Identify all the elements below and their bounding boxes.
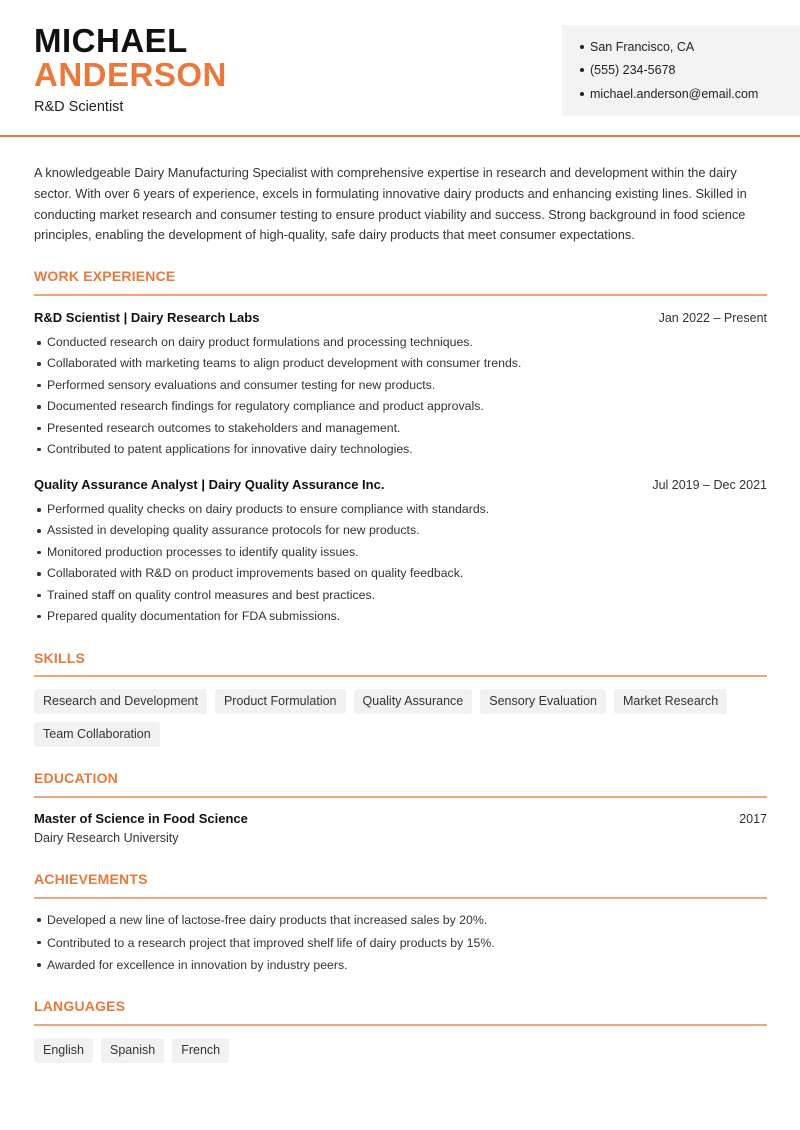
bullet-icon xyxy=(37,508,41,512)
bullet-icon xyxy=(37,594,41,598)
resume-header xyxy=(0,0,800,137)
list-item xyxy=(34,585,767,606)
achievements-heading: ACHIEVEMENTS xyxy=(34,871,148,887)
bullet-text: Performed quality checks on dairy products to ensure compliance with standards. xyxy=(47,502,490,516)
section-divider xyxy=(34,796,767,798)
skills-list xyxy=(34,689,767,747)
bullet-text: Assisted in developing quality assurance protocols for new products. xyxy=(47,523,420,538)
skill-chip: Quality Assurance xyxy=(354,689,473,714)
contact-location xyxy=(580,40,694,54)
first-name: MICHAEL xyxy=(34,22,188,59)
list-item xyxy=(34,332,767,353)
section-divider xyxy=(34,897,767,899)
list-item xyxy=(34,606,767,627)
job-dates: Jul 2019 – Dec 2021 xyxy=(652,478,767,492)
degree-title: Master of Science in Food Science xyxy=(34,811,248,826)
bullet-icon xyxy=(37,341,41,345)
bullet-icon xyxy=(37,405,41,409)
achievements-list xyxy=(34,909,767,977)
bullet-icon xyxy=(37,529,41,533)
job-entry-header xyxy=(34,477,767,492)
bullet-text: Documented research findings for regulatory compliance and product approvals. xyxy=(47,399,484,414)
list-item xyxy=(34,396,767,417)
bullet-text: Developed a new line of lactose-free dairy products that increased sales by 20%. xyxy=(47,913,488,927)
bullet-icon xyxy=(580,68,584,72)
bullet-icon xyxy=(37,615,41,619)
school-name: Dairy Research University xyxy=(34,831,179,845)
bullet-icon xyxy=(37,448,41,452)
contact-phone xyxy=(580,63,675,77)
work-experience-heading: WORK EXPERIENCE xyxy=(34,268,176,284)
bullet-icon xyxy=(37,384,41,388)
bullet-text: Collaborated with marketing teams to align product development with consumer trends. xyxy=(47,356,522,371)
bullet-icon xyxy=(37,572,41,576)
language-chip: Spanish xyxy=(101,1038,164,1063)
skills-heading: SKILLS xyxy=(34,650,85,666)
bullet-text: Trained staff on quality control measures and best practices. xyxy=(47,587,376,602)
section-divider xyxy=(34,675,767,677)
bullet-text: Contributed to a research project that improved shelf life of dairy products by 15%. xyxy=(47,935,495,950)
section-divider xyxy=(34,1024,767,1026)
bullet-text: Conducted research on dairy product formulations and processing techniques. xyxy=(47,335,473,349)
skill-chip: Market Research xyxy=(614,689,727,714)
bullet-text: Presented research outcomes to stakeholders and management. xyxy=(47,420,401,435)
phone-text: (555) 234-5678 xyxy=(590,63,676,77)
list-item xyxy=(34,954,767,977)
bullet-icon xyxy=(37,551,41,555)
list-item xyxy=(34,563,767,584)
language-chip: French xyxy=(172,1038,229,1063)
bullet-text: Performed sensory evaluations and consumer testing for new products. xyxy=(47,377,436,392)
graduation-year: 2017 xyxy=(739,812,767,826)
bullet-text: Collaborated with R&D on product improvements based on quality feedback. xyxy=(47,566,464,581)
skill-chip: Product Formulation xyxy=(215,689,346,714)
bullet-icon xyxy=(580,92,584,96)
skill-chip: Team Collaboration xyxy=(34,722,160,747)
list-item xyxy=(34,909,767,932)
languages-list xyxy=(34,1038,767,1063)
education-entry-header xyxy=(34,811,767,826)
skill-chip: Sensory Evaluation xyxy=(480,689,606,714)
list-item xyxy=(34,499,767,520)
bullet-text: Awarded for excellence in innovation by industry peers. xyxy=(47,958,348,972)
language-chip: English xyxy=(34,1038,93,1063)
bullet-text: Contributed to patent applications for innovative dairy technologies. xyxy=(47,441,413,456)
bullet-icon xyxy=(37,918,41,922)
job-bullets xyxy=(34,499,767,627)
bullet-icon xyxy=(37,963,41,967)
bullet-icon xyxy=(37,941,41,945)
email-text[interactable]: michael.anderson@email.com xyxy=(590,87,759,101)
bullet-text: Prepared quality documentation for FDA submissions. xyxy=(47,608,341,623)
list-item xyxy=(34,353,767,374)
section-divider xyxy=(34,294,767,296)
job-role: R&D Scientist | Dairy Research Labs xyxy=(34,310,260,325)
education-heading: EDUCATION xyxy=(34,770,118,786)
last-name: ANDERSON xyxy=(34,56,227,93)
job-dates: Jan 2022 – Present xyxy=(658,311,767,325)
list-item xyxy=(34,439,767,460)
bullet-icon xyxy=(37,362,41,366)
list-item xyxy=(34,932,767,955)
bullet-icon xyxy=(37,427,41,431)
list-item xyxy=(34,375,767,396)
languages-heading: LANGUAGES xyxy=(34,998,126,1014)
contact-box xyxy=(562,25,800,116)
bullet-icon xyxy=(580,45,584,49)
list-item xyxy=(34,418,767,439)
location-text: San Francisco, CA xyxy=(590,40,695,54)
job-entry-header xyxy=(34,310,767,325)
summary-paragraph: A knowledgeable Dairy Manufacturing Specialist with comprehensive expertise in research and development within the dairy sector. With over 6 years of experience, excels in formulating innovative dairy products and enhancing existing lines. Skilled in conducting market research and consumer testing to ensure product viability and success. Strong background in food science principles, enabling the development of high-quality, safe dairy products that meet consumer expectations. xyxy=(34,165,747,243)
skill-chip: Research and Development xyxy=(34,689,207,714)
job-role: Quality Assurance Analyst | Dairy Quality Assurance Inc. xyxy=(34,477,385,492)
list-item xyxy=(34,542,767,563)
list-item xyxy=(34,520,767,541)
bullet-text: Monitored production processes to identify quality issues. xyxy=(47,544,359,559)
job-bullets xyxy=(34,332,767,460)
job-title: R&D Scientist xyxy=(34,99,124,115)
contact-email[interactable] xyxy=(580,87,758,101)
